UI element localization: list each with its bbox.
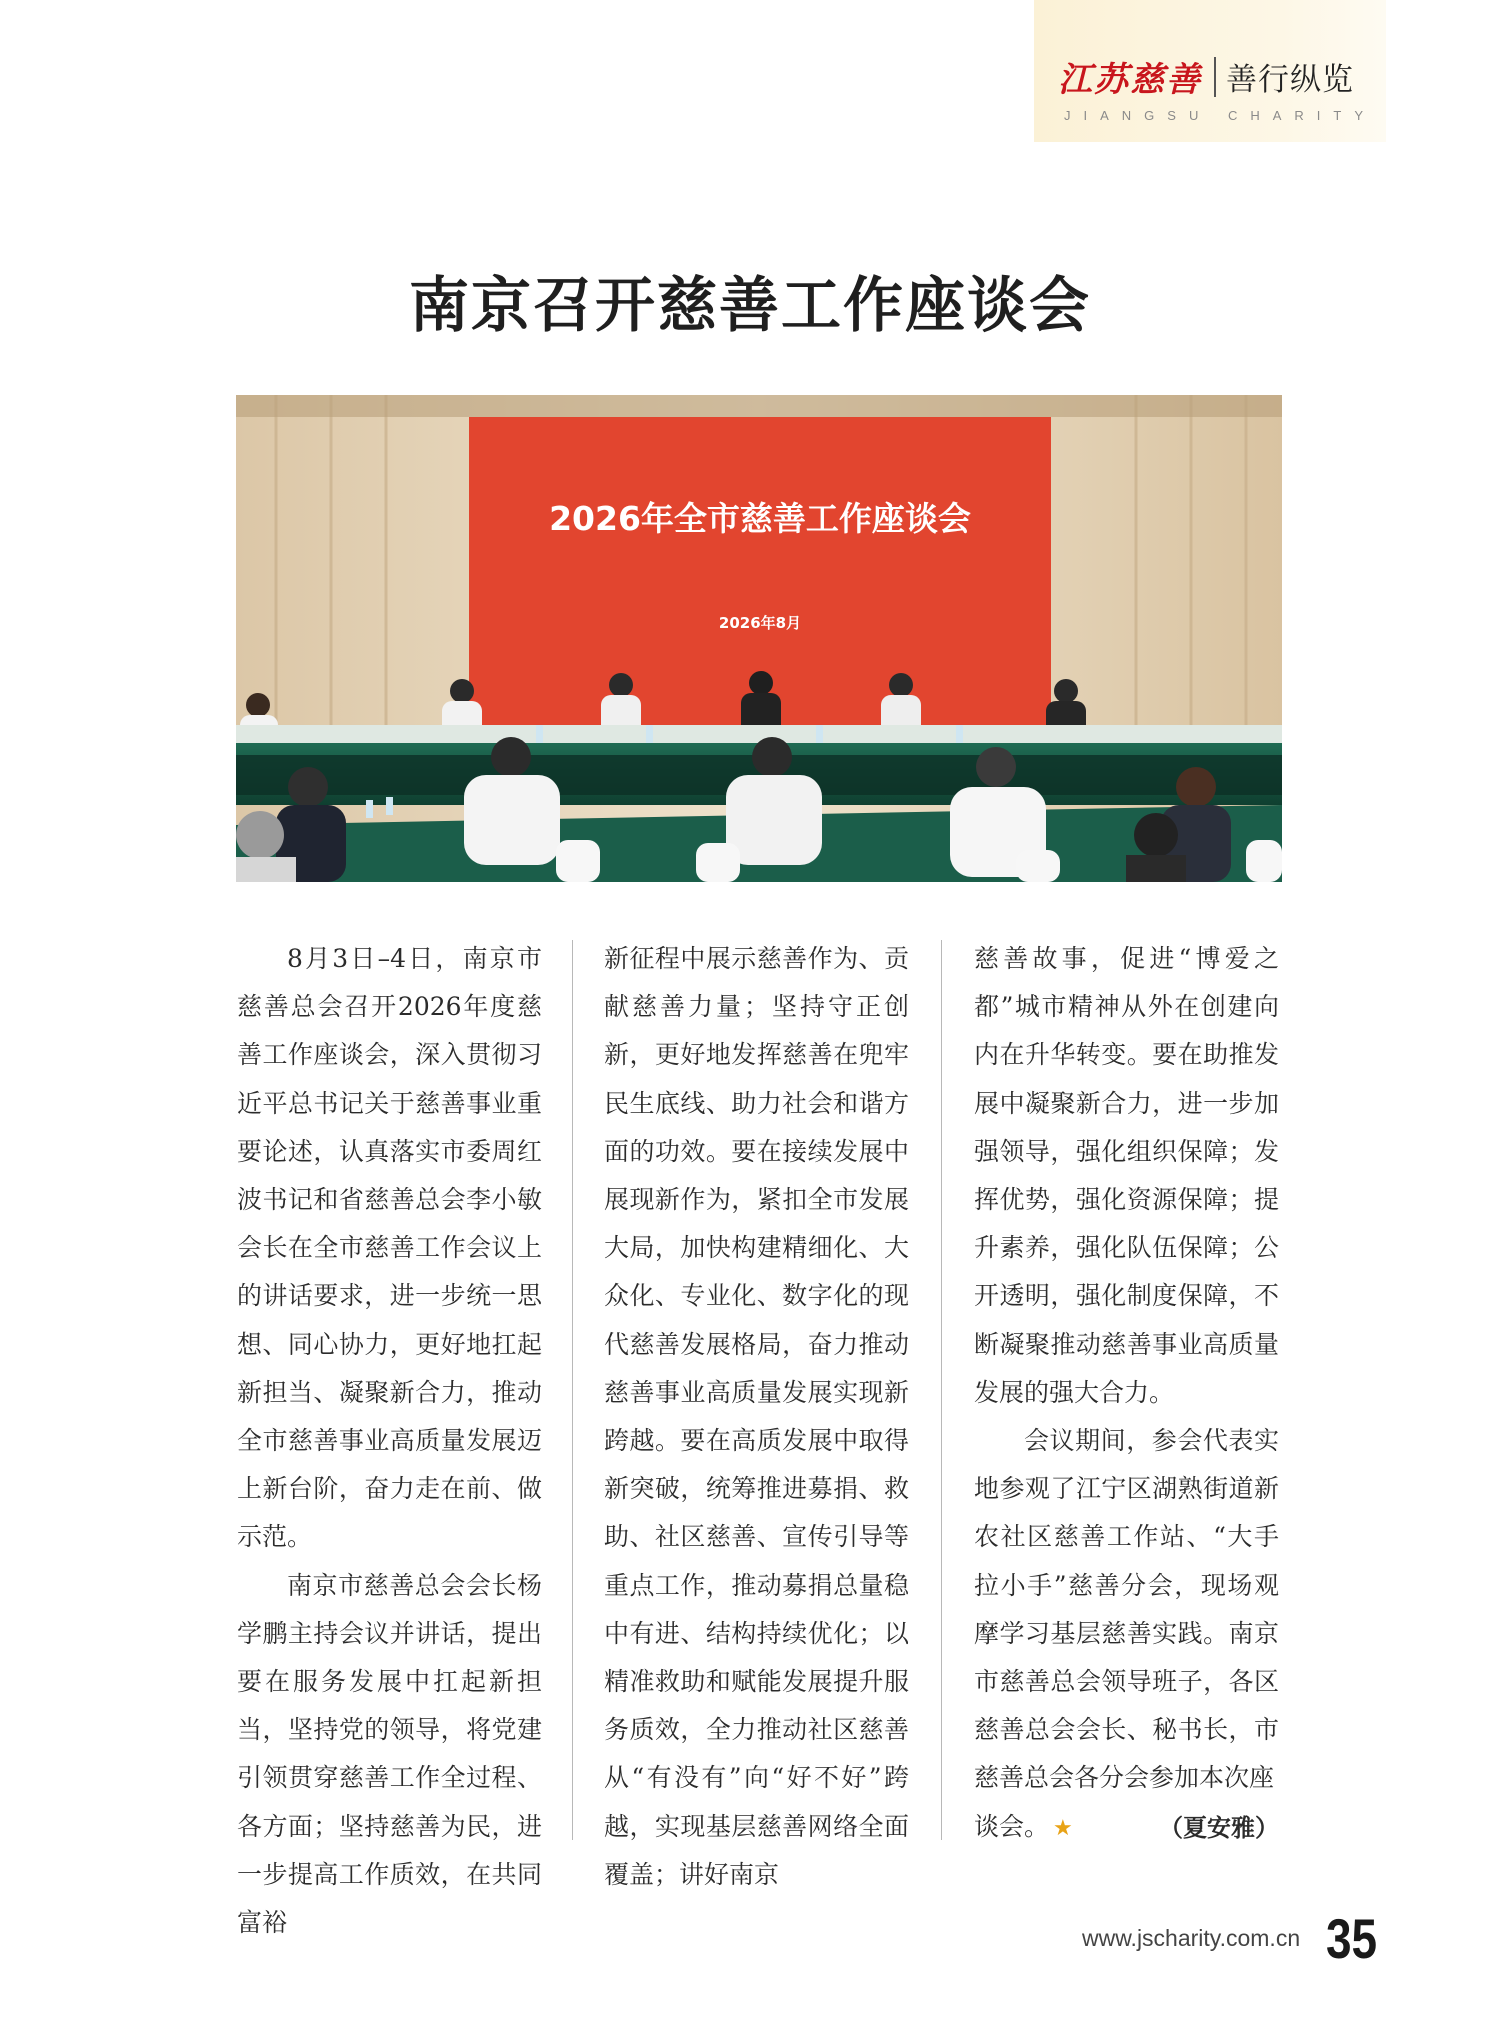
brand-logo: 江苏慈善	[1058, 60, 1202, 100]
paragraph: 南京市慈善总会会长杨学鹏主持会议并讲话，提出要在服务发展中扛起新担当，坚持党的领导，将党建引领贯穿慈善工作全过程、各方面；坚持慈善为民，进一步提高工作质效，在共同富裕	[237, 1570, 542, 1938]
paragraph-end: 谈会。	[974, 1811, 1050, 1841]
paragraph: 新征程中展示慈善作为、贡献慈善力量；坚持守正创新，更好地发挥慈善在兜牢民生底线、助力社会和谐方面的功效。要在接续发展中展现新作为，紧扣全市发展大局，加快构建精细化、大众化、专业化、数字化的现代慈善发展格局，奋力推动慈善事业高质量发展实现新跨越。要在高质发展中取得新突破，统筹推进募捐、救助、社区慈善、宣传引导等重点工作，推动募捐总量稳中有进、结构持续优化；以精准救助和赋能发展提升服务质效，全力推动社区慈善从“有没有”向“好不好”跨越，实现基层慈善网络全面覆盖；讲好南京	[604, 944, 909, 1889]
section-title: 善行纵览	[1226, 62, 1354, 98]
paragraph: 8月3日–4日，南京市慈善总会召开2026年度慈善工作座谈会，深入贯彻习近平总书记关于慈善事业重要论述，认真落实市委周红波书记和省慈善总会李小敏会长在全市慈善工作会议上的讲话要求，进一步统一思想、同心协力，更好地扛起新担当、凝聚新合力，推动全市慈善事业高质量发展迈上新台阶，奋力走在前、做示范。	[237, 944, 542, 1552]
banner-title: 2026年全市慈善工作座谈会	[549, 499, 971, 538]
brand-divider	[1214, 57, 1216, 97]
brand-row	[1058, 52, 1354, 101]
header-tab	[1034, 0, 1386, 142]
banner-date: 2026年8月	[718, 614, 802, 632]
article-title: 南京召开慈善工作座谈会	[409, 271, 1091, 341]
signature-line	[974, 1803, 1279, 1853]
article-column-3	[974, 935, 1279, 1853]
author-credit: （夏安雅）	[1159, 1813, 1279, 1842]
column-divider	[572, 940, 573, 1840]
footer-url: www.jscharity.com.cn	[1082, 1925, 1301, 1951]
column-divider	[941, 940, 942, 1840]
brand-english-name: JIANGSU CHARITY	[1064, 108, 1377, 123]
page-number: 35	[1326, 1907, 1378, 1970]
article-column-2	[604, 935, 909, 1899]
paragraph: 会议期间，参会代表实地参观了江宁区湖熟街道新农社区慈善工作站、“大手拉小手”慈善分会，现场观摩学习基层慈善实践。南京市慈善总会领导班子，各区慈善总会会长、秘书长，市慈善总会各分会参加本次座	[974, 1426, 1279, 1793]
article-column-1	[237, 935, 542, 1947]
star-icon: ★	[1053, 1815, 1073, 1841]
meeting-photo-illustration	[236, 395, 1282, 882]
meeting-photo	[236, 395, 1282, 882]
paragraph: 慈善故事，促进“博爱之都”城市精神从外在创建向内在升华转变。要在助推发展中凝聚新合力，进一步加强领导，强化组织保障；发挥优势，强化资源保障；提升素养，强化队伍保障；公开透明，强化制度保障，不断凝聚推动慈善事业高质量发展的强大合力。	[974, 944, 1279, 1407]
